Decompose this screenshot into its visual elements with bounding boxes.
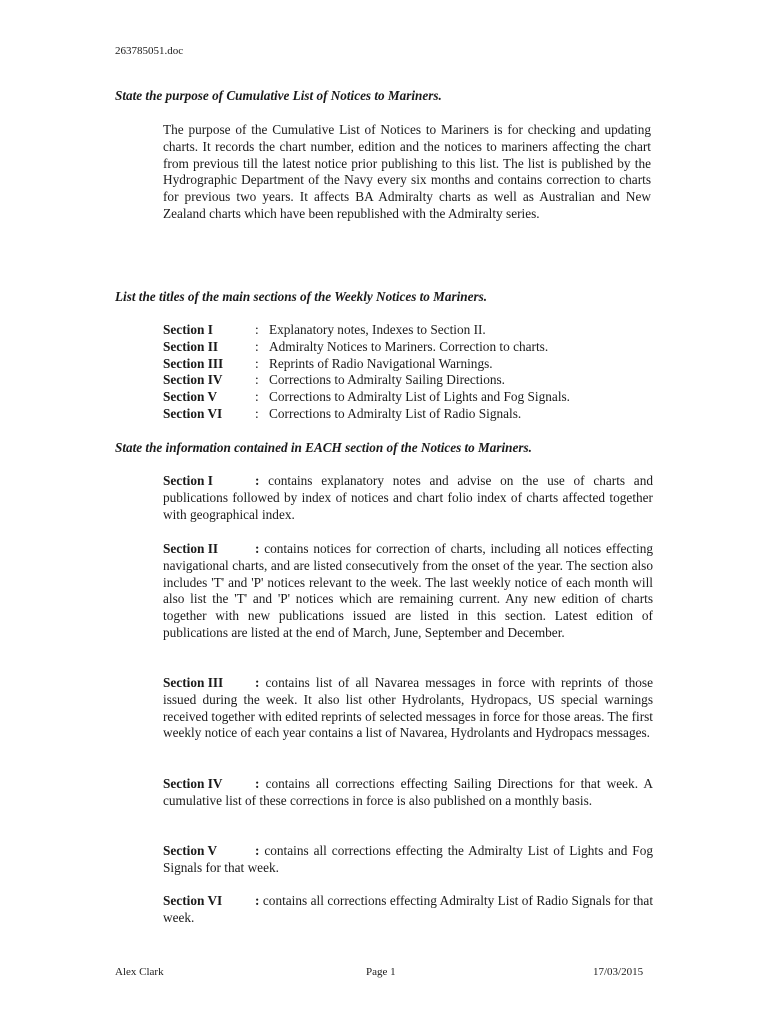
section-title: Corrections to Admiralty Sailing Directions. — [269, 372, 505, 388]
section-name: Section II — [163, 338, 219, 354]
section-colon: : — [255, 338, 259, 354]
section-detail-name: Section VI — [163, 893, 223, 908]
section-title-row — [163, 339, 570, 356]
section-titles-list — [163, 322, 570, 423]
section-title: Admiralty Notices to Mariners. Correction to charts. — [269, 338, 549, 354]
section-title-row — [163, 406, 570, 423]
section-detail-colon: : — [255, 893, 260, 908]
footer-date: 17/03/2015 — [593, 966, 644, 978]
section-colon: : — [255, 405, 259, 421]
question-information-title: State the information contained in EACH section of the Notices to Mariners. — [115, 440, 532, 455]
section-detail-paragraph — [163, 776, 653, 810]
section-colon: : — [255, 372, 259, 388]
section-detail-paragraph — [163, 473, 653, 523]
section-detail-name: Section V — [163, 843, 218, 858]
section-detail-text: contains list of all Navarea messages in force with reprints of those issued during the week. It also list other Hydrolants, Hydropacs, US special warnings received together with edited reprints of selected messages in force for those areas. The first weekly notice of each year contains a list of Navarea, Hydrolants and Hydropacs messages. — [163, 675, 654, 741]
section-name: Section I — [163, 322, 213, 337]
section-detail-name: Section III — [163, 675, 224, 690]
section-title: Corrections to Admiralty List of Lights and Fog Signals. — [269, 389, 571, 405]
section-detail-colon: : — [255, 675, 260, 690]
section-detail-paragraph — [163, 893, 653, 927]
section-detail-name: Section I — [163, 473, 213, 488]
section-detail-paragraph — [163, 675, 653, 742]
section-colon: : — [255, 389, 259, 405]
section-detail-colon: : — [255, 541, 260, 556]
section-detail-name: Section IV — [163, 776, 223, 791]
section-detail-colon: : — [255, 843, 260, 858]
section-title: Explanatory notes, Indexes to Section II. — [269, 322, 486, 337]
question-sections-title: List the titles of the main sections of the Weekly Notices to Mariners. — [115, 289, 488, 304]
section-detail-text: contains all corrections effecting Admiralty List of Radio Signals for that week. — [163, 893, 654, 925]
section-title-row — [163, 322, 570, 339]
section-detail-paragraph — [163, 541, 653, 642]
question-purpose-title: State the purpose of Cumulative List of Notices to Mariners. — [115, 88, 442, 103]
section-title-row — [163, 356, 570, 373]
section-detail-text: contains explanatory notes and advise on the use of charts and publications followed by index of notices and chart folio index of charts affected together with geographical index. — [163, 473, 653, 522]
section-title: Reprints of Radio Navigational Warnings. — [269, 355, 493, 371]
section-colon: : — [255, 322, 259, 337]
answer-purpose-paragraph: The purpose of the Cumulative List of Notices to Mariners is for checking and updating charts. It records the chart number, edition and the notices to mariners affecting the chart from previous till the latest notice prior publishing to this list. The list is published by the Hydrographic Department of the Navy every six months and contains correction to charts for previous two years. It affects BA Admiralty charts as well as Australian and New Zealand charts which have been republished with the Admiralty series. — [163, 122, 651, 221]
section-detail-colon: : — [255, 776, 260, 791]
section-detail-colon: : — [255, 473, 260, 488]
footer-author: Alex Clark — [115, 966, 164, 978]
section-name: Section IV — [163, 372, 223, 388]
header-filename: 263785051.doc — [115, 45, 184, 57]
section-detail-name: Section II — [163, 541, 219, 556]
section-detail-text: contains all corrections effecting Sailing Directions for that week. A cumulative list of these corrections in force is also published on a monthly basis. — [163, 776, 654, 808]
section-title-row — [163, 372, 570, 389]
section-detail-text: contains all corrections effecting the Admiralty List of Lights and Fog Signals for that week. — [163, 843, 653, 875]
section-colon: : — [255, 355, 259, 371]
section-title-row — [163, 389, 570, 406]
section-title: Corrections to Admiralty List of Radio Signals. — [269, 405, 522, 421]
footer-page-number: Page 1 — [366, 966, 396, 978]
section-detail-paragraph — [163, 843, 653, 877]
section-name: Section III — [163, 355, 224, 371]
section-name: Section VI — [163, 405, 223, 421]
section-detail-text: contains notices for correction of charts, including all notices effecting navigational charts, and are listed consecutively from the onset of the year. The section also includes 'T' and 'P' notices relevant to the week. The last weekly notice of each month will also list the 'T' and 'P' notices which are remaining current. Any new edition of charts together with new publications issued are listed in this section. Latest edition of publications are listed at the end of March, June, September and December. — [163, 541, 653, 640]
section-name: Section V — [163, 389, 218, 405]
